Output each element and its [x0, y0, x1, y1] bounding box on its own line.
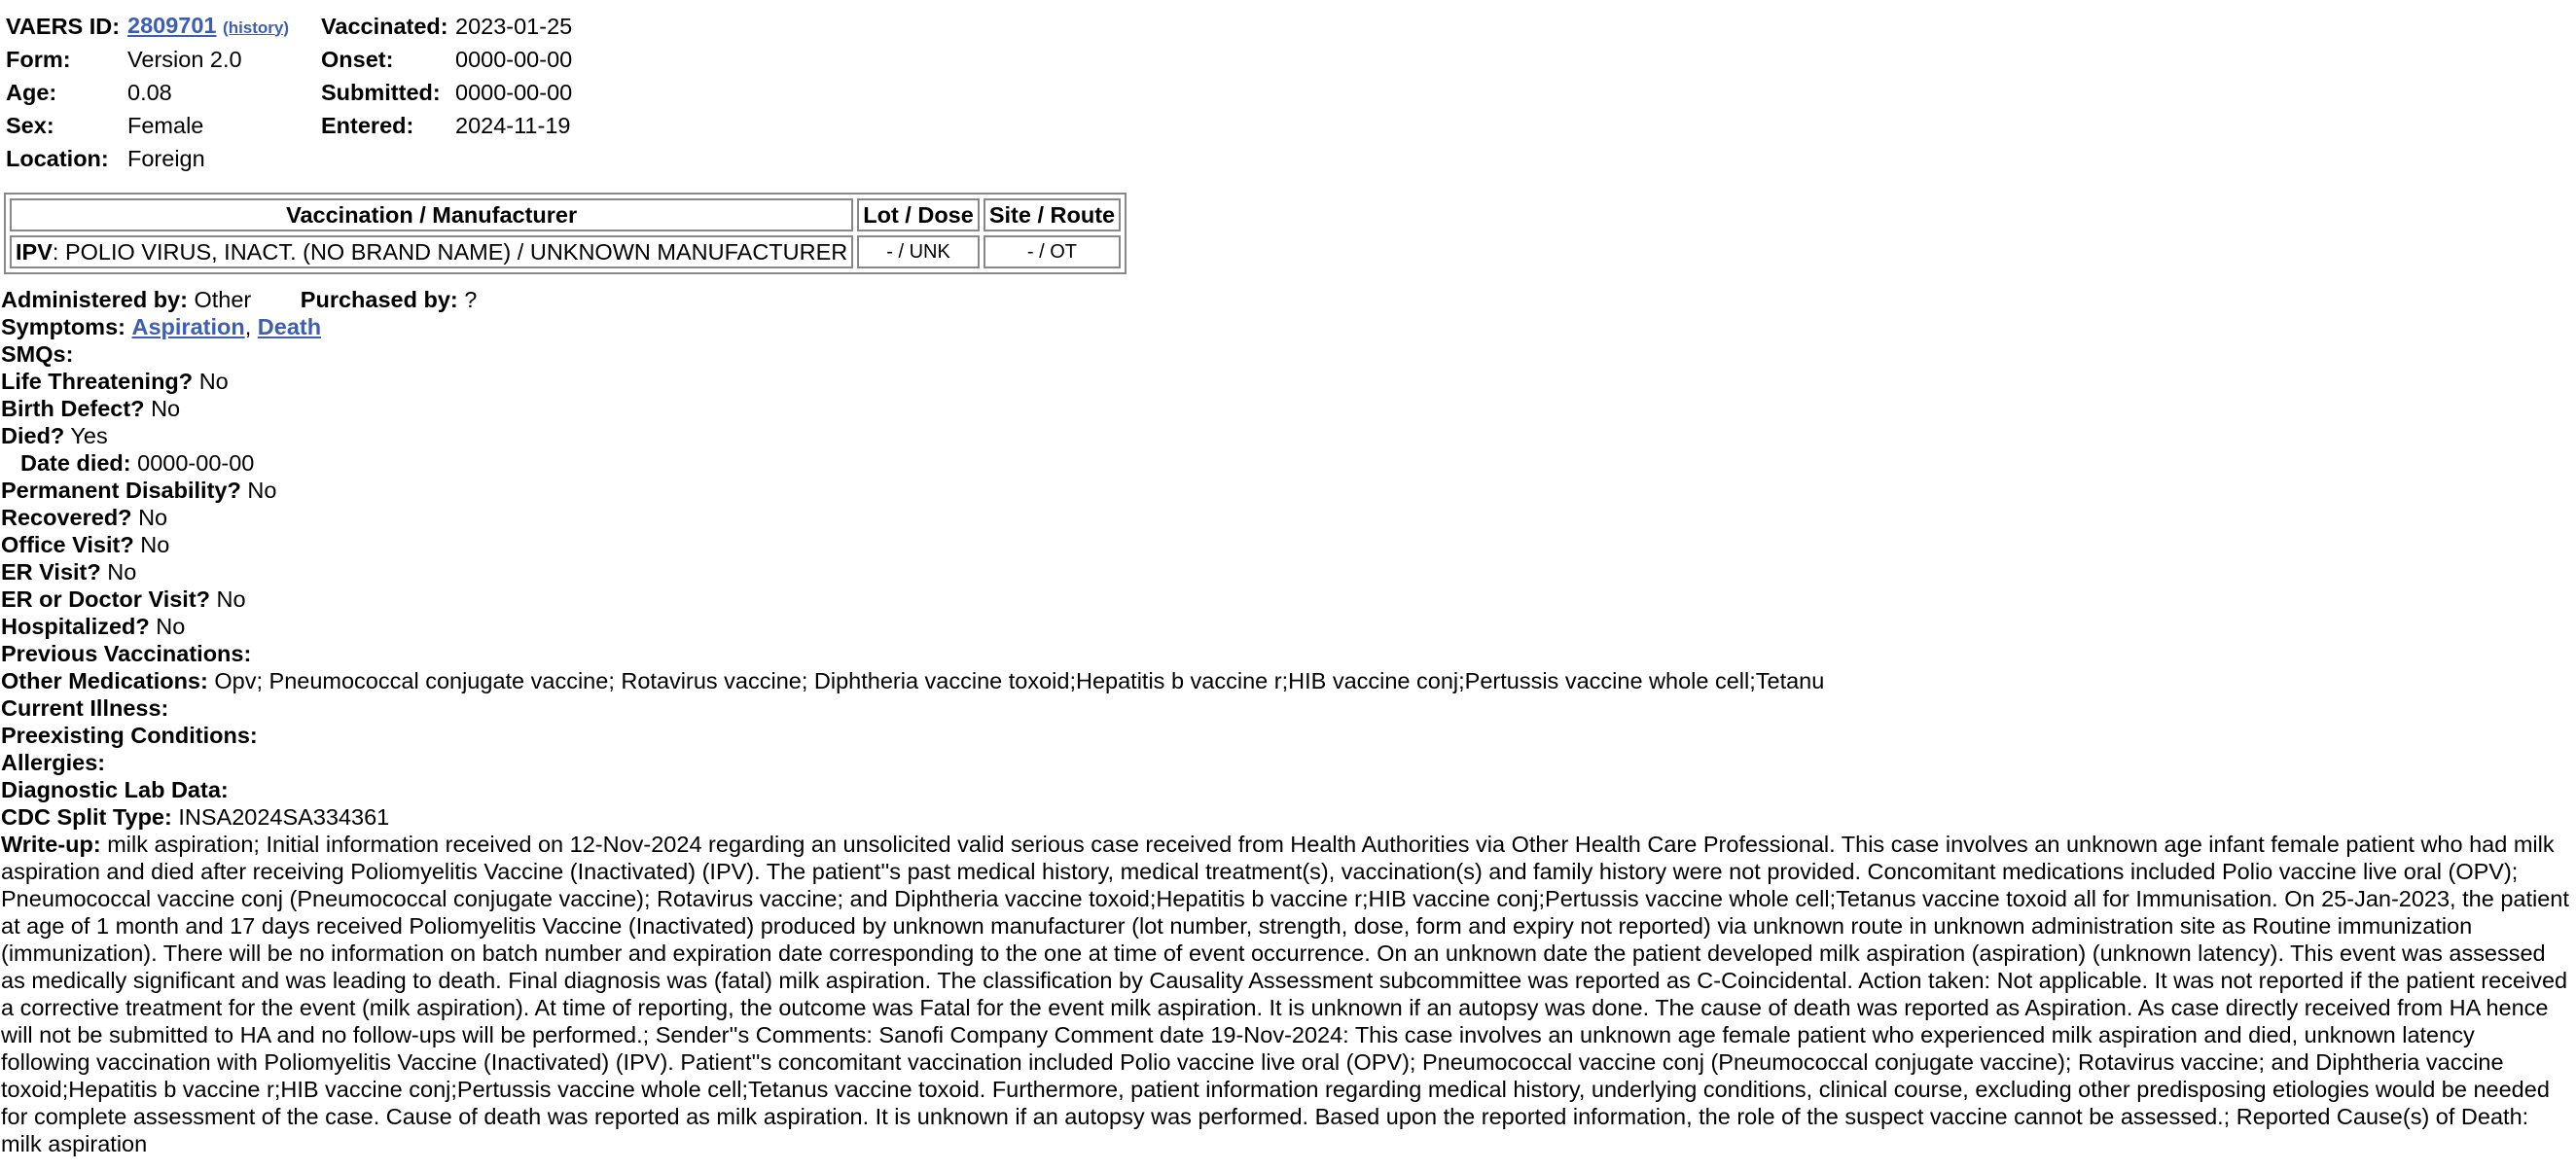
er-visit-value: No: [107, 559, 137, 585]
birth-defect-label: Birth Defect?: [1, 396, 145, 421]
submitted-value: 0000-00-00: [455, 80, 573, 105]
died-row: [1, 422, 2569, 449]
vaccinated-label: Vaccinated:: [321, 14, 448, 39]
previous-vaccinations-row: [1, 640, 2569, 667]
report-header-table: [6, 10, 572, 175]
vaers-id-cell: [127, 10, 321, 43]
smqs-row: [1, 340, 2569, 368]
date-died-value: 0000-00-00: [137, 450, 255, 476]
date-died-row: [1, 449, 2569, 477]
died-label: Died?: [1, 423, 65, 448]
preexisting-conditions-row: [1, 722, 2569, 749]
cdc-split-type-label: CDC Split Type:: [1, 804, 172, 830]
vaccinated-value: 2023-01-25: [455, 14, 573, 39]
writeup-text: milk aspiration; Initial information received on 12-Nov-2024 regarding an unsolicited valid serious case received from Health Authorities via Other Health Care Professional. This case involves an unknown age infant female patient who had milk aspiration and died after receiving Poliomyelitis Vaccine (Inactivated) (IPV). The patient''s past medical history, medical treatment(s), vaccination(s) and family history were not provided. Concomitant medications included Polio vaccine live oral (OPV); Pneumococcal vaccine conj (Pneumococcal conjugate vaccine); Rotavirus vaccine; and Diphtheria vaccine toxoid;Hepatitis b vaccine r;HIB vaccine conj;Pertussis vaccine whole cell;Tetanus vaccine toxoid all for Immunisation. On 25-Jan-2023, the patient at age of 1 month and 17 days received Poliomyelitis Vaccine (Inactivated) produced by unknown manufacturer (lot number, strength, dose, form and expiry not reported) via unknown route in unknown administration site as Routine immunization (immunization). There will be no information on batch number and expiration date corresponding to the one at time of event occurrence. On an unknown date the patient developed milk aspiration (aspiration) (unknown latency). This event was assessed as medically significant and was leading to death. Final diagnosis was (fatal) milk aspiration. The classification by Causality Assessment subcommittee was reported as C-Coincidental. Action taken: Not applicable. It was not reported if the patient received a corrective treatment for the event (milk aspiration). At time of reporting, the outcome was Fatal for the event milk aspiration. It is unknown if an autopsy was done. The cause of death was reported as Aspiration. As case directly received from HA hence will not be submitted to HA and no follow-ups will be performed.; Sender''s Comments: Sanofi Company Comment date 19-Nov-2024: This case involves an unknown age female patient who experienced milk aspiration and died, unknown latency following vaccination with Poliomyelitis Vaccine (Inactivated) (IPV). Patient''s concomitant vaccination included Polio vaccine live oral (OPV); Pneumococcal vaccine conj (Pneumococcal conjugate vaccine); Rotavirus vaccine; and Diphtheria vaccine toxoid;Hepatitis b vaccine r;HIB vaccine conj;Pertussis vaccine whole cell;Tetanus vaccine toxoid. Furthermore, patient information regarding medical history, underlying conditions, clinical course, excluding other predisposing etiologies would be needed for complete assessment of the case. Cause of death was reported as milk aspiration. It is unknown if an autopsy was performed. Based upon the reported information, the role of the suspect vaccine cannot be assessed.; Reported Cause(s) of Death: milk aspiration: [1, 832, 2569, 1156]
allergies-row: [1, 749, 2569, 776]
other-medications-row: [1, 667, 2569, 694]
entered-value: 2024-11-19: [455, 113, 571, 138]
preexisting-conditions-label: Preexisting Conditions:: [1, 723, 258, 748]
vaccine-code: IPV: [16, 239, 53, 265]
age-value: 0.08: [127, 80, 172, 105]
diagnostic-lab-data-label: Diagnostic Lab Data:: [1, 777, 229, 802]
header-row-3: [6, 76, 572, 109]
vaccine-description: : POLIO VIRUS, INACT. (NO BRAND NAME) / UNKNOWN MANUFACTURER: [52, 239, 848, 265]
submitted-label: Submitted:: [321, 80, 441, 105]
col-header-site-route: Site / Route: [984, 198, 1121, 231]
other-medications-label: Other Medications:: [1, 668, 208, 693]
col-header-lot-dose: Lot / Dose: [857, 198, 980, 231]
previous-vaccinations-label: Previous Vaccinations:: [1, 641, 252, 666]
er-doctor-visit-row: [1, 586, 2569, 613]
header-row-1: [6, 10, 572, 43]
recovered-value: No: [138, 505, 168, 530]
entered-label: Entered:: [321, 113, 414, 138]
life-threatening-value: No: [198, 369, 229, 394]
writeup-label: Write-up:: [1, 832, 101, 857]
life-threatening-row: [1, 368, 2569, 395]
symptom-link-aspiration[interactable]: Aspiration: [131, 314, 245, 339]
writeup-section: [1, 831, 2569, 1157]
er-doctor-visit-label: ER or Doctor Visit?: [1, 586, 211, 612]
administered-purchased-row: [1, 286, 2569, 313]
location-label: Location:: [6, 146, 109, 171]
symptom-link-death[interactable]: Death: [257, 314, 322, 339]
hospitalized-value: No: [156, 614, 186, 639]
diagnostic-lab-data-row: [1, 776, 2569, 803]
administered-by-value: Other: [194, 287, 252, 312]
location-value: Foreign: [127, 146, 205, 171]
purchased-by-label: Purchased by:: [300, 287, 458, 312]
er-visit-label: ER Visit?: [1, 559, 101, 585]
sex-label: Sex:: [6, 113, 54, 138]
current-illness-row: [1, 694, 2569, 722]
office-visit-row: [1, 531, 2569, 558]
header-row-5: [6, 142, 572, 175]
er-doctor-visit-value: No: [216, 586, 246, 612]
died-value: Yes: [70, 423, 108, 448]
vaers-id-link[interactable]: 2809701: [127, 12, 217, 38]
life-threatening-label: Life Threatening?: [1, 369, 194, 394]
lot-dose-cell: - / UNK: [857, 235, 980, 268]
office-visit-value: No: [140, 532, 170, 557]
header-row-4: [6, 109, 572, 142]
current-illness-label: Current Illness:: [1, 695, 169, 721]
table-row: [10, 235, 1121, 268]
other-medications-value: Opv; Pneumococcal conjugate vaccine; Rotavirus vaccine; Diphtheria vaccine toxoid;Hepatitis b vaccine r;HIB vaccine conj;Pertussis vaccine whole cell;Tetanu: [214, 668, 1825, 693]
history-link[interactable]: (history): [223, 18, 290, 37]
purchased-by-value: ?: [464, 287, 478, 312]
permanent-disability-row: [1, 477, 2569, 504]
report-details: [1, 286, 2569, 1157]
smqs-label: SMQs:: [1, 341, 74, 367]
vaccination-table-header: [10, 198, 1121, 231]
date-died-label: Date died:: [20, 450, 131, 476]
site-route-cell: - / OT: [984, 235, 1121, 268]
col-header-vaccination: Vaccination / Manufacturer: [10, 198, 853, 231]
symptoms-label: Symptoms:: [1, 314, 125, 339]
permanent-disability-value: No: [247, 478, 277, 503]
birth-defect-value: No: [151, 396, 181, 421]
header-row-2: [6, 43, 572, 76]
symptom-separator: ,: [244, 314, 252, 339]
allergies-label: Allergies:: [1, 750, 106, 775]
form-label: Form:: [6, 47, 71, 72]
vaers-id-label: VAERS ID:: [6, 14, 121, 39]
recovered-label: Recovered?: [1, 505, 132, 530]
age-label: Age:: [6, 80, 57, 105]
er-visit-row: [1, 558, 2569, 586]
symptoms-row: [1, 313, 2569, 340]
form-value: Version 2.0: [127, 47, 242, 72]
hospitalized-row: [1, 613, 2569, 640]
cdc-split-type-value: INSA2024SA334361: [178, 804, 390, 830]
hospitalized-label: Hospitalized?: [1, 614, 150, 639]
birth-defect-row: [1, 395, 2569, 422]
permanent-disability-label: Permanent Disability?: [1, 478, 241, 503]
office-visit-label: Office Visit?: [1, 532, 134, 557]
vaccination-cell: [10, 235, 853, 268]
onset-label: Onset:: [321, 47, 394, 72]
administered-by-label: Administered by:: [1, 287, 188, 312]
sex-value: Female: [127, 113, 204, 138]
recovered-row: [1, 504, 2569, 531]
cdc-split-type-row: [1, 803, 2569, 831]
vaccination-table: [4, 193, 1127, 274]
onset-value: 0000-00-00: [455, 47, 573, 72]
